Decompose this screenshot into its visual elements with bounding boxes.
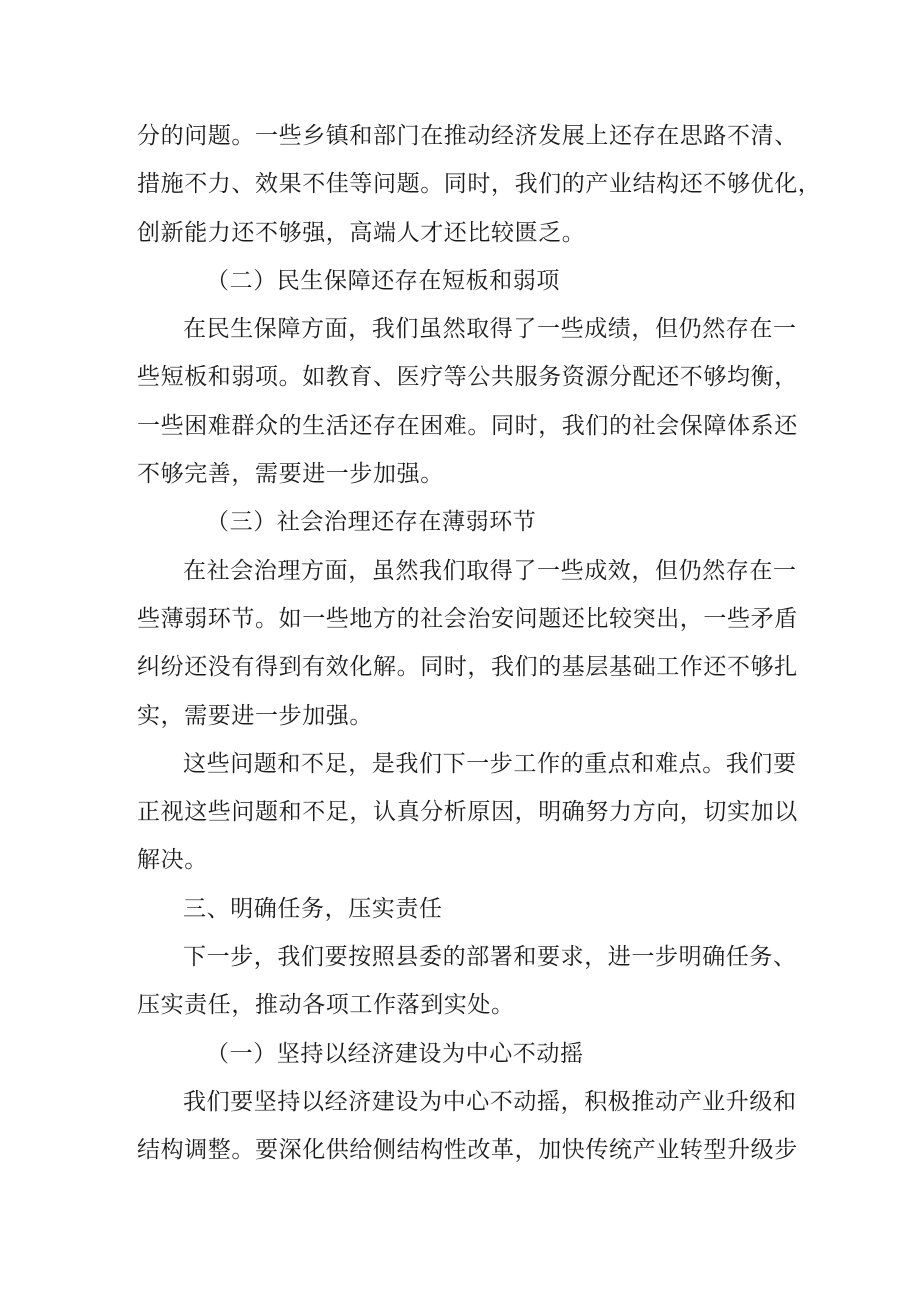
text-line: 些薄弱环节。如一些地方的社会治安问题还比较突出，一些矛盾 bbox=[137, 605, 798, 632]
text-line: 实，需要进一步加强。 bbox=[137, 702, 373, 729]
text-line: 纠纷还没有得到有效化解。同时，我们的基层基础工作还不够扎 bbox=[137, 654, 798, 681]
text-line: 结构调整。要深化供给侧结构性改革，加快传统产业转型升级步 bbox=[137, 1137, 798, 1164]
subheading-line: （二）民生保障还存在短板和弱项 bbox=[206, 267, 560, 294]
document-page bbox=[137, 112, 822, 1175]
paragraph-start-line: 这些问题和不足，是我们下一步工作的重点和难点。我们要 bbox=[183, 750, 797, 777]
text-line: 压实责任，推动各项工作落到实处。 bbox=[137, 992, 515, 1019]
section-heading-line: 三、明确任务，压实责任 bbox=[183, 895, 443, 922]
subheading-line: （三）社会治理还存在薄弱环节 bbox=[206, 509, 537, 536]
paragraph-start-line: 在社会治理方面，虽然我们取得了一些成效，但仍然存在一 bbox=[183, 557, 797, 584]
text-line: 一些困难群众的生活还存在困难。同时，我们的社会保障体系还 bbox=[137, 412, 798, 439]
text-line: 不够完善，需要进一步加强。 bbox=[137, 461, 444, 488]
text-line: 分的问题。一些乡镇和部门在推动经济发展上还存在思路不清、 bbox=[137, 123, 798, 149]
text-line: 创新能力还不够强，高端人才还比较匮乏。 bbox=[137, 219, 586, 246]
text-line: 些短板和弱项。如教育、医疗等公共服务资源分配还不够均衡， bbox=[137, 364, 798, 391]
paragraph-start-line: 下一步，我们要按照县委的部署和要求，进一步明确任务、 bbox=[183, 944, 797, 971]
paragraph-start-line: 在民生保障方面，我们虽然取得了一些成绩，但仍然存在一 bbox=[183, 316, 797, 343]
text-line: 措施不力、效果不佳等问题。同时，我们的产业结构还不够优化， bbox=[137, 171, 822, 198]
subheading-line: （一）坚持以经济建设为中心不动摇 bbox=[206, 1040, 584, 1067]
paragraph-start-line: 我们要坚持以经济建设为中心不动摇，积极推动产业升级和 bbox=[183, 1088, 797, 1115]
text-line: 正视这些问题和不足，认真分析原因，明确努力方向，切实加以 bbox=[137, 799, 798, 826]
text-line: 解决。 bbox=[137, 847, 208, 874]
